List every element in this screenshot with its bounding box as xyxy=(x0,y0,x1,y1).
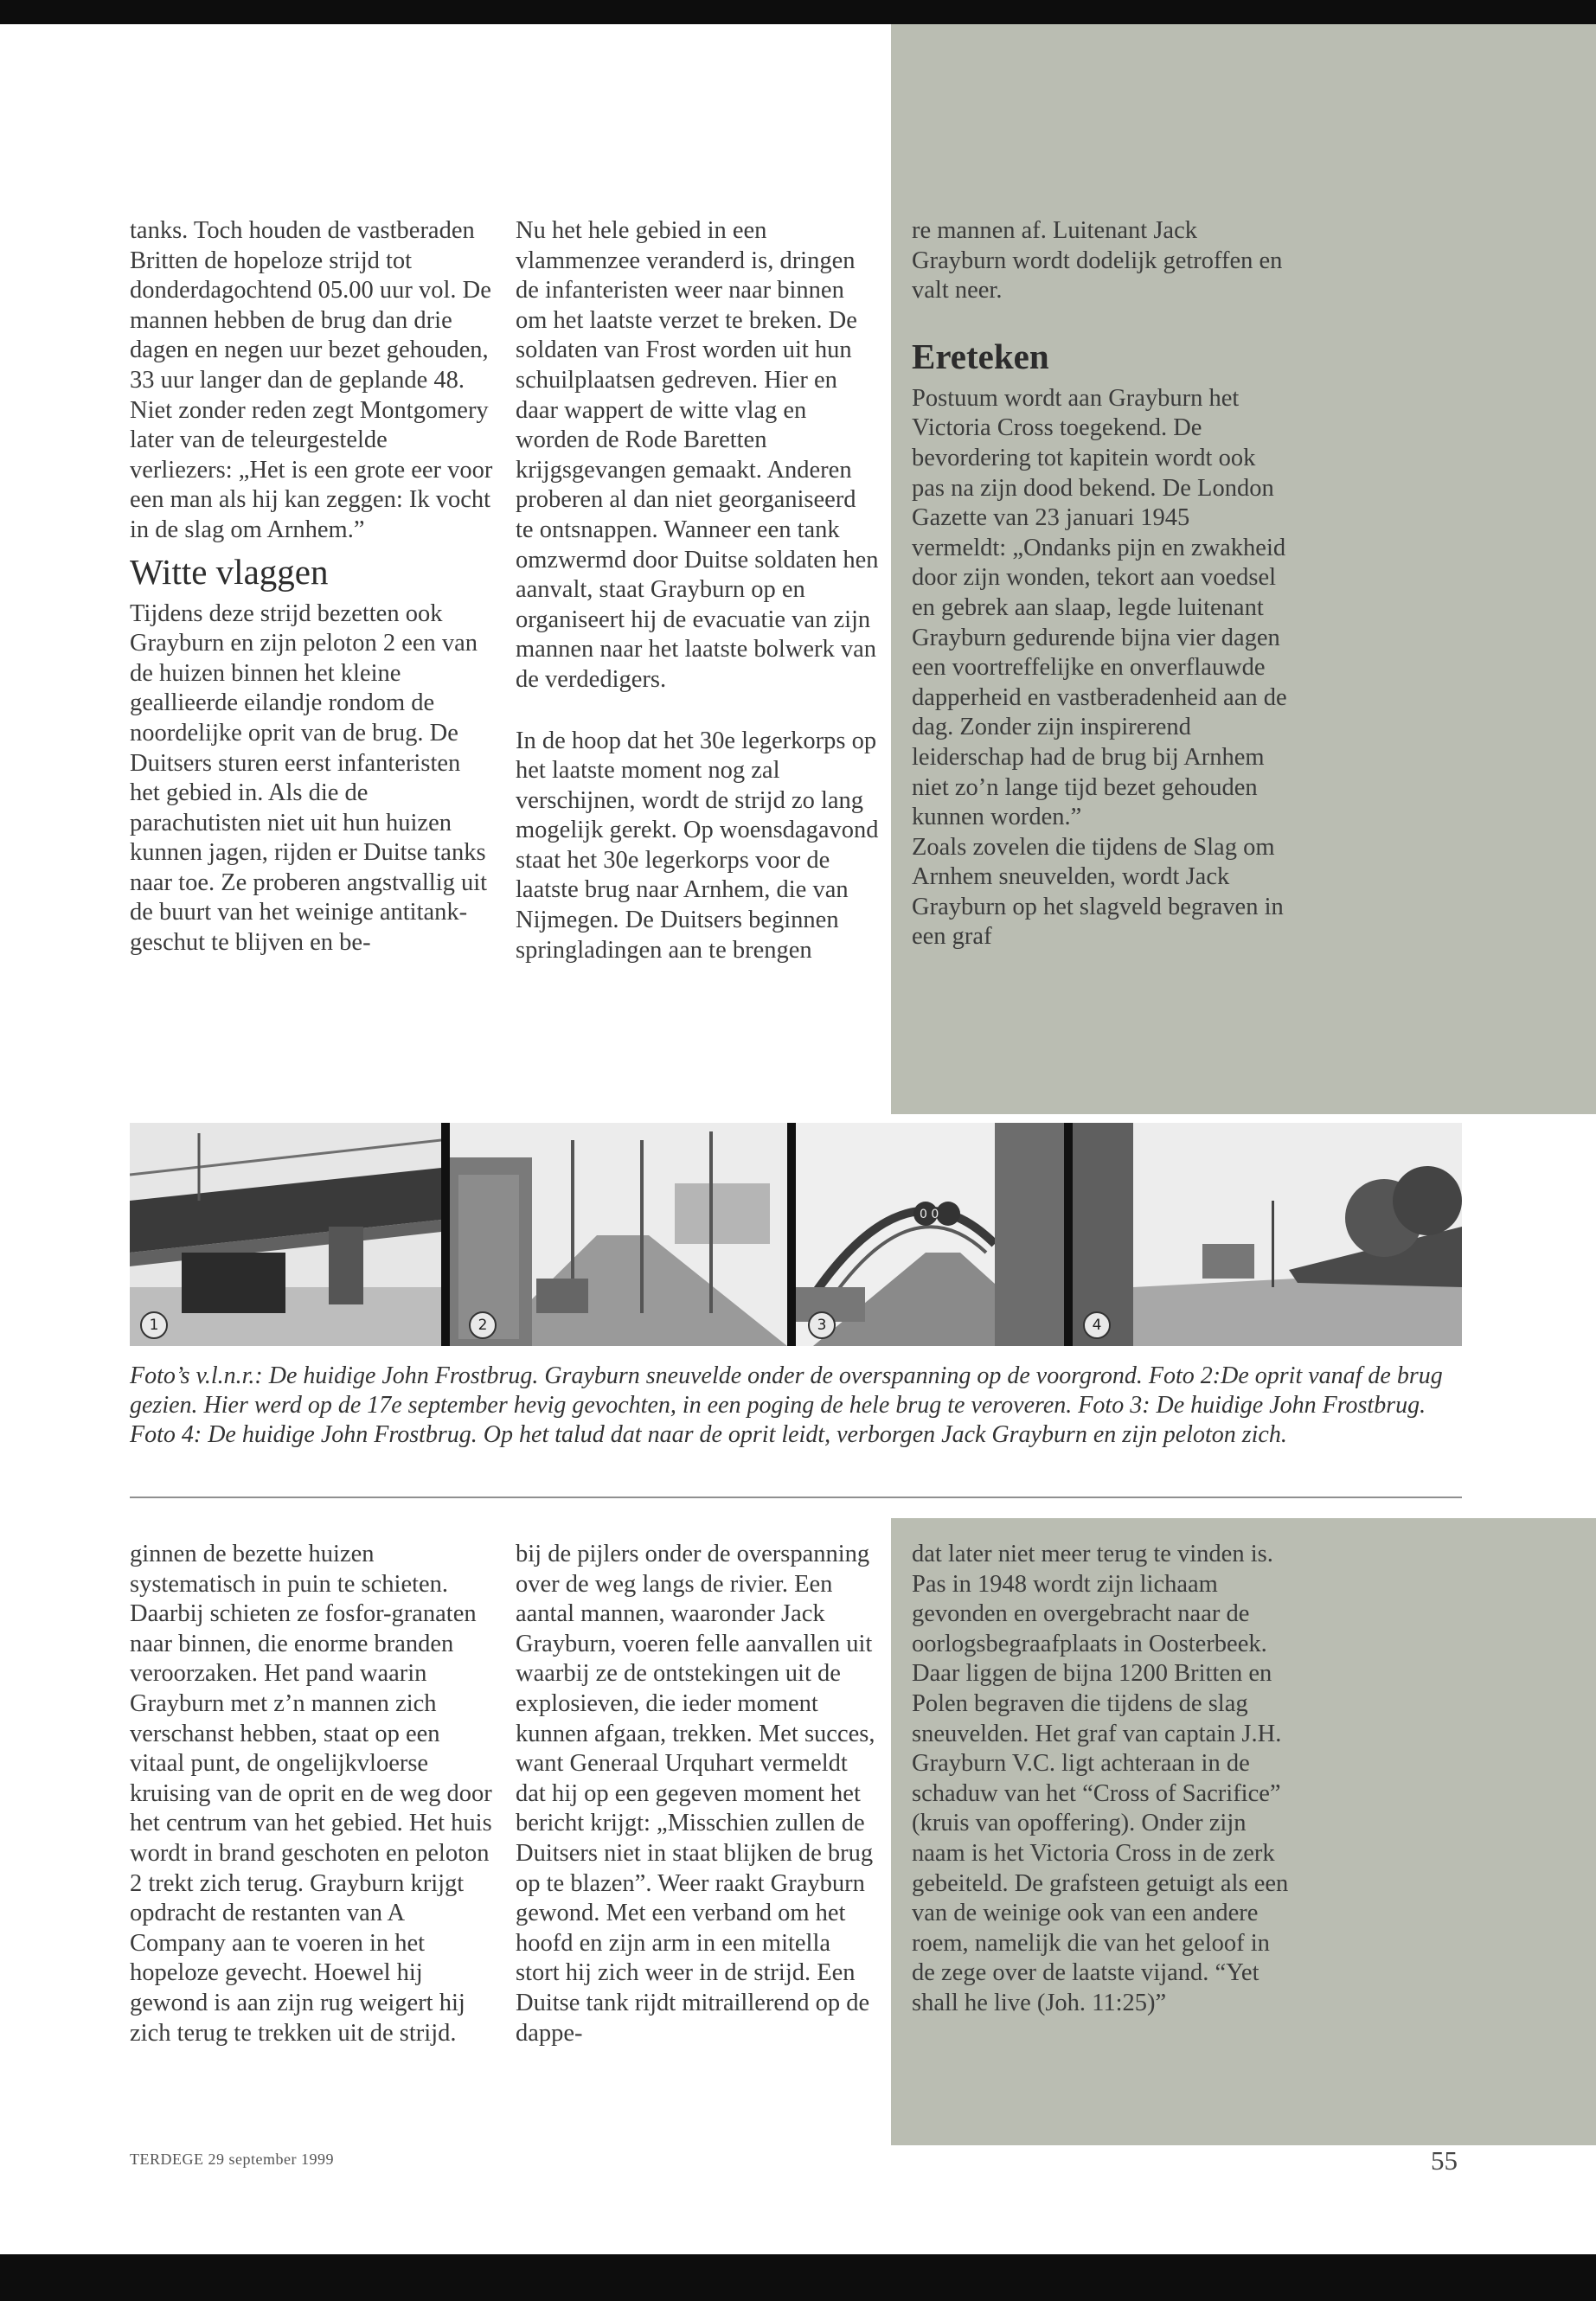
col1-paragraph-1: tanks. Toch houden de vastberaden Britten de hopeloze strijd tot donderdagochtend 05.00 uur vol. De mannen hebben de brug dan drie dagen en negen uur bezet gehouden, 33 uur langer dan de geplande 48. Niet zonder reden zegt Montgomery later van de teleurgestelde verliezers: „Het is een grote eer voor een man als hij kan zeggen: Ik vocht in de slag om Arnhem.” xyxy=(130,217,493,543)
photo-1-bridge-underside xyxy=(130,1123,441,1346)
col5-paragraph-1: bij de pijlers onder de overspanning over de weg langs de rivier. Een aantal mannen, waaronder Jack Grayburn, voeren felle aanvallen uit waarbij ze de ontstekingen uit de explosieven, die ieder moment kunnen afgaan, trekken. Met succes, want Generaal Urquhart vermeldt dat hij op een gegeven moment het bericht krijgt: „Misschien zullen de Duitsers niet in staat blijken de brug op te blazen”. Weer raakt Grayburn gewond. Met een verband om het hoofd en zijn arm in een mitella stort hij zich weer in de strijd. Een Duitse tank rijdt mitraillerend op de dappe- xyxy=(516,1541,875,2047)
photo-number-2: 2 xyxy=(469,1311,497,1339)
top-black-bar xyxy=(0,0,1596,24)
col3-paragraph-3: Zoals zovelen die tijdens de Slag om Arnhem sneuvelden, wordt Jack Grayburn op het slagveld begraven in een graf xyxy=(912,833,1284,951)
photo-3-sign-text: 0 0 xyxy=(920,1208,939,1221)
column-4 xyxy=(130,1540,493,2048)
photo-3-bridge-arch xyxy=(796,1123,1064,1346)
col6-paragraph-1: dat later niet meer terug te vinden is. Pas in 1948 wordt zijn lichaam gevonden en overgebracht naar de oorlogsbegraafplaats in Oosterbeek. Daar liggen de bijna 1200 Britten en Polen begraven die tijdens de slag sneuvelden. Het graf van captain J.H. Grayburn V.C. ligt achteraan in de schaduw van het “Cross of Sacrifice” (kruis van opoffering). Onder zijn naam is het Victoria Cross in de zerk gebeiteld. De grafsteen getuigt als een van de weinige ook van een andere roem, namelijk die van het geloof in de zege over de laatste vijand. “Yet shall he live (Joh. 11:25)” xyxy=(912,1541,1289,2016)
caption-divider xyxy=(130,1497,1462,1498)
page-number: 55 xyxy=(1431,2145,1458,2176)
column-3 xyxy=(912,216,1288,952)
col1-paragraph-2: Tijdens deze strijd bezetten ook Grayburn en zijn peloton 2 een van de huizen binnen het kleine geallieerde eilandje rondom de noordelijke oprit van de brug. De Duitsers sturen eerst infanteristen het gebied in. Als die de parachutisten niet uit hun huizen kunnen jagen, rijden er Duitse tanks naar toe. Ze proberen angstvallig uit de buurt van het weinige antitank-geschut te blijven en be- xyxy=(130,599,488,957)
column-1 xyxy=(130,216,493,958)
col4-paragraph-1: ginnen de bezette huizen systematisch in puin te schieten. Daarbij schieten ze fosfor-granaten naar binnen, die enorme branden veroorzaken. Het pand waarin Grayburn met z’n mannen zich verschanst hebben, staat op een vitaal punt, de ongelijkvloerse kruising van de oprit en de weg door het centrum van het gebied. Het huis wordt in brand geschoten en peloton 2 trekt zich terug. Grayburn krijgt opdracht de restanten van A Company aan te voeren in het hopeloze gevecht. Hoewel hij gewond is aan zijn rug weigert hij zich terug te trekken uit de strijd. xyxy=(130,1541,492,2047)
col3-paragraph-1: re mannen af. Luitenant Jack Grayburn wordt dodelijk getroffen en valt neer. xyxy=(912,217,1283,304)
photo-strip xyxy=(130,1123,1462,1346)
photo-4-embankment xyxy=(1073,1123,1462,1346)
col2-paragraph-1: Nu het hele gebied in een vlammenzee veranderd is, dringen de infanteristen weer naar binnen om het laatste verzet te breken. De soldaten van Frost worden uit hun schuilplaatsen gedreven. Hier en daar wappert de witte vlag en worden de Rode Baretten krijgsgevangen gemaakt. Anderen proberen al dan niet georganiseerd te ontsnappen. Wanneer een tank omzwermd door Duitse soldaten hen aanvalt, staat Grayburn op en organiseert hij de evacuatie van zijn mannen naar het laatste bolwerk van de verdedigers. xyxy=(516,217,879,693)
heading-ereteken: Ereteken xyxy=(912,336,1049,376)
column-6 xyxy=(912,1540,1292,2019)
footer-publication: TERDEGE 29 september 1999 xyxy=(130,2150,334,2168)
col3-paragraph-2: Postuum wordt aan Grayburn het Victoria Cross toegekend. De bevordering tot kapitein wordt ook pas na zijn dood bekend. De London Gazette van 23 januari 1945 vermeldt: „Ondanks pijn en zwakheid door zijn wonden, tekort aan voedsel en gebrek aan slaap, legde luitenant Grayburn gedurende bijna vier dagen een voortreffelijke en onverflauwde dapperheid en vastberadenheid aan de dag. Zonder zijn inspirerend leiderschap had de brug bij Arnhem niet zo’n lange tijd bezet gehouden kunnen worden.” xyxy=(912,384,1287,831)
bottom-black-bar xyxy=(0,2254,1596,2301)
photo-caption: Foto’s v.l.n.r.: De huidige John Frostbrug. Grayburn sneuvelde onder de overspanning op de voorgrond. Foto 2:De oprit vanaf de brug gezien. Hier werd op de 17e september hevig gevochten, in een poging de hele brug te veroveren. Foto 3: De huidige John Frostbrug. Foto 4: De huidige John Frostbrug. Op het talud dat naar de oprit leidt, verborgen Jack Grayburn en zijn peloton zich. xyxy=(130,1362,1443,1448)
heading-witte-vlaggen: Witte vlaggen xyxy=(130,551,329,592)
photo-number-3: 3 xyxy=(808,1311,836,1339)
col2-paragraph-2: In de hoop dat het 30e legerkorps op het laatste moment nog zal verschijnen, wordt de strijd zo lang mogelijk gerekt. Op woensdagavond staat het 30e legerkorps voor de laatste brug naar Arnhem, die van Nijmegen. De Duitsers beginnen springladingen aan te brengen xyxy=(516,727,879,964)
photo-number-1: 1 xyxy=(140,1311,168,1339)
column-5 xyxy=(516,1540,879,2048)
photo-2-bridge-ramp xyxy=(450,1123,787,1346)
photo-number-4: 4 xyxy=(1083,1311,1111,1339)
column-2 xyxy=(516,216,879,965)
